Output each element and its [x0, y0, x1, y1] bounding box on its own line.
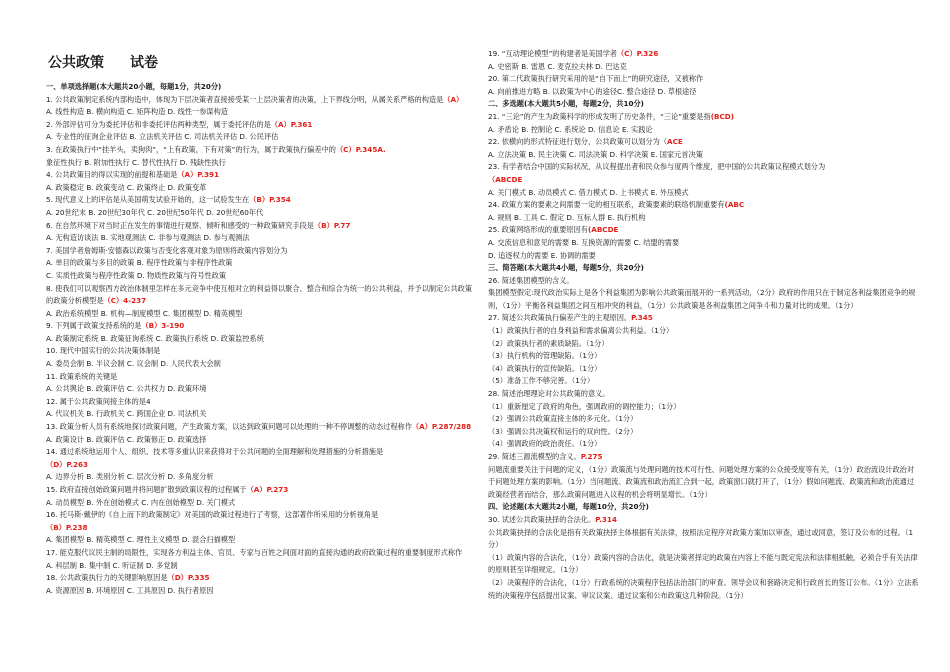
line-text: A. 单目的政策与多目的政策 B. 程序性政策与非程序性政策	[46, 258, 233, 268]
line-text: 22. 依横向的形式特征进行划分，公共政策可以划分为（	[488, 137, 668, 147]
question-line	[46, 194, 476, 207]
line-text: （1）重新厘定了政府的角色，强调政府的调控能力；（1分）	[488, 401, 681, 411]
question-line	[488, 73, 920, 86]
question-line	[488, 287, 920, 312]
answer-key: P.314	[595, 514, 617, 524]
question-line	[488, 312, 920, 325]
line-text: 公共政策抉择的合法化是指有关政策抉择主体根据有关法律，按照法定程序对政策方案加以审查，通过或同意，签订及公布的过程。（1分）	[488, 527, 914, 550]
line-text: （3）强调公共决策权和运行的双向性。（2分）	[488, 426, 638, 436]
line-text: 一、单项选择题(本大题共20小题，每题1分，共20分)	[46, 82, 222, 91]
question-line	[46, 396, 476, 409]
question-line	[46, 94, 476, 107]
question-line	[488, 426, 920, 439]
question-line	[46, 484, 476, 497]
line-text: （4）政策执行的宣传缺陷。（1分）	[488, 363, 602, 373]
line-text: （2）决策程序的合法化，（1分）行政系统的决策程序包括法治部门的审查、领导会议和套路决定和行政首长的签订公布。（1分）立法系统的决策程序包括提出议案、审议议案、通过议案和公布政策这几种阶段。（1分）	[488, 577, 919, 600]
line-text: A. 动员模型 B. 外在创始模式 C. 内在创始模型 D. 关门模式	[46, 497, 236, 507]
line-text: 21. “三论”的产生为政策科学的形成发明了历史条件，“三论”重要是指	[488, 111, 711, 121]
question-line	[46, 182, 476, 195]
line-text: （3）执行机构的管理缺陷。（1分）	[488, 351, 602, 361]
answer-key: （A）P.273	[246, 485, 289, 494]
line-text: （5）准备工作不够完善。（1分）	[488, 376, 595, 386]
question-line	[46, 245, 476, 258]
line-text: A. 集团模型 B. 精英模型 C. 理性主义模型 D. 混合扫描模型	[46, 535, 236, 545]
question-line	[488, 124, 920, 137]
question-line	[488, 375, 920, 388]
line-text: 24. 政策方案的要素之间需要一定的相互联系，政策要素的联络机制重要有	[488, 200, 725, 210]
question-line	[488, 514, 920, 527]
line-text: A. 史密斯 B. 雷恩 C. 麦克拉夫林 D. 巴达克	[488, 61, 627, 71]
question-line	[46, 421, 476, 434]
question-line	[488, 438, 920, 451]
line-text: 14. 通过系统地运用个人、组织、技术等多重认识来获得对于公共问题的全面理解和处理措施的分析措施是	[46, 447, 384, 457]
line-text: A. 矛盾论 B. 控制论 C. 系统论 D. 信息论 E. 实践论	[488, 124, 653, 134]
question-line	[488, 174, 920, 187]
answer-key: （A）P.391	[177, 170, 219, 180]
question-line	[46, 459, 476, 472]
question-line	[488, 338, 920, 351]
line-text: 30. 试述公共政策抉择的合法化。	[488, 514, 596, 524]
question-line	[46, 358, 476, 371]
line-text: A. 立法决策 B. 民主决策 C. 司法决策 D. 科学决策 E. 国家元首决策	[488, 149, 703, 159]
question-line	[46, 119, 476, 132]
section-heading	[488, 262, 920, 275]
question-line	[488, 250, 920, 263]
question-line	[488, 86, 920, 99]
question-line	[46, 471, 476, 484]
line-text: A. 政策设计 B. 政策评估 C. 政策修正 D. 政策选择	[46, 434, 207, 444]
line-text: 问题流重要关注于问题的定义，（1分）政策流与处理问题的技术可行性、问题处理方案的公众接受度等有关，（1分）政治流设计政治对于问题处理方案的影响。（1分）当问题流、政策流和政治流汇合到一起，政策窗口就打开了，（1分）假如问题流、政策流和政治流通过政策经营者而结合，那么政策问题进入议程的机会将明显增长。（1分）	[488, 464, 915, 499]
line-text: 象征性执行 B. 附加性执行 C. 替代性执行 D. 残缺性执行	[46, 157, 226, 167]
answer-key: （A）P.287/288	[411, 422, 472, 432]
line-text: A. 政策稳定 B. 政策变动 C. 政策终止 D. 政策变革	[46, 182, 207, 192]
line-text: 18. 公共政策执行力的关键影响原因是	[46, 573, 168, 583]
answer-key: (BCD)	[710, 111, 734, 121]
question-line	[488, 224, 920, 237]
question-line	[46, 547, 476, 560]
line-text: 23. 有学者结合中国的实际状况，从议程提出者和民众参与度两个维度，把中国的公共政策议程模式划分为	[488, 162, 826, 172]
answer-key: （A）P.361	[270, 119, 313, 129]
question-line	[46, 345, 476, 358]
right-question-list	[488, 48, 920, 602]
section-heading	[488, 98, 920, 111]
question-line	[46, 144, 476, 157]
question-line	[46, 572, 476, 585]
line-text: 27. 简述公共政策执行偏差产生的主观原因。	[488, 313, 632, 323]
line-text: 15. 政府直接创始政策问题并将问题扩散到政策议程的过程属于	[46, 485, 247, 494]
line-text: A. 代议机关 B. 行政机关 C. 跨国企业 D. 司法机关	[46, 409, 207, 419]
answer-key: （B）3-190	[141, 321, 185, 331]
line-text: 四、论述题(本大题共2小题，每题10分，共20分)	[488, 502, 649, 512]
question-line	[46, 106, 476, 119]
line-text: 13. 政策分析人员有系统地探讨政策问题，产生政策方案，以达到政策问题可以处理的一种不停调整的动态过程称作	[46, 422, 412, 432]
line-text: A. 资源原因 B. 环境原因 C. 工具原因 D. 执行者原因	[46, 585, 214, 595]
line-text: 25. 政策网络形成的重要原因有	[488, 225, 588, 235]
question-line	[488, 187, 920, 200]
title-main: 公共政策	[48, 55, 104, 71]
section-heading	[46, 81, 476, 94]
line-text: 20. 第二代政策执行研究采用的是“自下而上”的研究途径，又被称作	[488, 74, 704, 84]
question-line	[488, 48, 920, 61]
line-text: 11. 政策系统的关键是	[46, 371, 118, 381]
line-text: 6. 在自然环境下对当时正在发生的事情进行观察、倾听和感受的一种政策研究手段是	[46, 220, 314, 230]
answer-key: （B）P.354	[249, 195, 291, 205]
question-line	[46, 220, 476, 233]
answer-key: （C）P.345A.	[335, 144, 386, 154]
answer-key: P.345	[631, 313, 653, 323]
line-text: 2. 外部评估可分为委托评估和非委托评估两种类型，属于委托评估的是	[46, 119, 271, 129]
line-text: A. 政策制定系统 B. 政策征询系统 C. 政策执行系统 D. 政策监控系统	[46, 333, 264, 343]
line-text: 3. 在政策执行中“挂羊头，卖狗肉”，“上有政策，下有对策”的行为，属于政策执行偏差中的	[46, 144, 336, 154]
line-text: 三、简答题(本大题共4小题，每题5分，共20分)	[488, 263, 644, 273]
answer-key: （D）P.335	[167, 573, 210, 583]
line-text: （4）强调政府的政治责任。（1分）	[488, 439, 602, 449]
line-text: （2）强调公共政策直接主体的多元化。（1分）	[488, 414, 638, 424]
question-line	[46, 333, 476, 346]
question-line	[46, 207, 476, 220]
answer-key: （D）P.263	[46, 459, 89, 469]
line-text: 10. 现代中国实行的公共决策体制是	[46, 346, 161, 356]
answer-key: （ABCDE	[488, 174, 523, 184]
question-line	[488, 527, 920, 552]
title-sub: 试卷	[130, 55, 158, 71]
question-line	[488, 401, 920, 414]
line-text: A. 交流信息和意见的需要 B. 互换资源的需要 C. 结盟的需要	[488, 237, 680, 247]
question-line	[46, 509, 476, 522]
line-text: 26. 简述集团模型的含义。	[488, 275, 574, 285]
question-line	[46, 308, 476, 321]
line-text: 29. 简述三源流模型的含义。	[488, 452, 581, 461]
question-line	[488, 149, 920, 162]
question-line	[46, 157, 476, 170]
line-text: A. 规则 B. 工具 C. 假定 D. 互标人群 E. 执行机构	[488, 212, 646, 222]
answer-key: （C）4-237	[103, 296, 147, 306]
question-line	[46, 320, 476, 333]
question-line	[46, 446, 476, 459]
answer-key: P.275	[580, 452, 603, 461]
line-text: 二、多选题(本大题共5小题，每题2分，共10分)	[488, 99, 644, 109]
left-column	[46, 48, 476, 672]
question-line	[46, 283, 476, 308]
line-text: A. 无构造访谈法 B. 实地观测法 C. 非参与观测法 D. 参与观测法	[46, 233, 250, 243]
answer-key: （B）P.77	[313, 220, 351, 230]
line-text: 12. 属于公共政策间接主体的是4	[46, 396, 151, 406]
question-line	[46, 270, 476, 283]
question-line	[488, 464, 920, 502]
line-text: A. 专业性的征询企业评估 B. 立法机关评估 C. 司法机关评估 D. 公民评估	[46, 132, 279, 142]
answer-key: （C）P.326	[616, 49, 659, 58]
question-line	[46, 232, 476, 245]
question-line	[46, 497, 476, 510]
question-line	[488, 61, 920, 74]
line-text: A. 关门模式 B. 动员模式 C. 借力模式 D. 上书模式 E. 外压模式	[488, 187, 689, 197]
line-text: 7. 美国学者詹姆斯·安德森以政策与否变化客观对象为原则将政策内容划分为	[46, 245, 288, 255]
question-line	[46, 408, 476, 421]
question-line	[488, 325, 920, 338]
line-text: 17. 能克服代议民主制的局限性，实现各方利益主体、官员、专家与百姓之间面对面的直接沟通的政府政策过程的重要制度形式称作	[46, 547, 463, 557]
question-line	[488, 388, 920, 401]
question-line	[488, 275, 920, 288]
question-line	[46, 522, 476, 535]
answer-key: ACE	[667, 137, 683, 147]
question-line	[488, 350, 920, 363]
right-column	[488, 48, 920, 672]
question-line	[488, 363, 920, 376]
question-line	[488, 136, 920, 149]
question-line	[488, 111, 920, 124]
line-text: 8. 使我们可以观察西方政治体制里怎样在多元竞争中使互相对立的利益得以聚合、整合和综合为统一的公共利益，并予以制定公共政策的政策分析模型是	[46, 283, 473, 306]
question-line	[46, 434, 476, 447]
line-text: 1. 公共政策制定系统内部构造中，体现为下层决策者直接接受某一上层决策者的决策，上下界线分明，从属关系严格的构造是	[46, 94, 444, 104]
page-title	[48, 52, 476, 72]
left-question-list	[46, 81, 476, 597]
line-text: 4. 公共政策目的得以实现的前提和基础是	[46, 170, 178, 180]
question-line	[488, 161, 920, 174]
answer-key: (ABCDE	[587, 225, 619, 235]
question-line	[46, 371, 476, 384]
line-text: A. 公共舆论 B. 政策评估 C. 公共权力 D. 政策环境	[46, 384, 207, 394]
answer-key: （B）P.238	[46, 522, 88, 532]
question-line	[46, 169, 476, 182]
question-line	[488, 451, 920, 464]
line-text: D. 追逐权力的需要 E. 协调的需要	[488, 250, 596, 260]
question-line	[46, 585, 476, 598]
line-text: A. 科层制 B. 集中制 C. 听证制 D. 多党制	[46, 560, 178, 570]
line-text: A. 政治系统模型 B. 机构—制度模型 C. 集团模型 D. 精英模型	[46, 308, 243, 318]
question-line	[46, 383, 476, 396]
question-line	[488, 413, 920, 426]
question-line	[46, 560, 476, 573]
line-text: 19. “互动理论模型”的构建者是美国学者	[488, 49, 617, 58]
line-text: 集团模型假定:现代政治实际上是各个利益集团为影响公共政策而展开的一系列活动，（2分）政府的作用只在于制定各利益集团竞争的规则，（1分）平衡各利益集团之间互相冲突的利益，（1分）公共政策是各利益集团之间争斗和力量对比的成果。（1分）	[488, 288, 916, 310]
line-text: A. 20世纪末 B. 20世纪30年代 C. 20世纪50年代 D. 20世纪60年代	[46, 207, 264, 217]
answer-key: （A）	[443, 94, 464, 104]
line-text: A. 向前推进方略 B. 以政策为中心的途径C. 整合途径 D. 草根途径	[488, 86, 697, 96]
line-text: （1）政策内容的合法化，（1分）政策内容的合法化，就是决策者择定的政策在内容上不能与既定宪法和法律相抵触，必须合乎有关法律的原则甚至详细规定。（1分）	[488, 552, 918, 575]
question-line	[488, 237, 920, 250]
line-text: （2）政策执行者的素质缺陷。（1分）	[488, 338, 609, 348]
question-line	[46, 534, 476, 547]
section-heading	[488, 501, 920, 514]
line-text: 5. 现代意义上的评估是从美国萌发试验开始的，这一试验发生在	[46, 195, 250, 205]
line-text: A. 委员会制 B. 半议会制 C. 议会制 D. 人民代表大会制	[46, 359, 221, 369]
line-text: A. 线性构造 B. 横向构造 C. 矩阵构造 D. 线性一参谋构造	[46, 107, 228, 117]
question-line	[488, 199, 920, 212]
question-line	[488, 577, 920, 602]
line-text: 9. 下列属于政策支持系统的是	[46, 321, 142, 331]
question-line	[46, 131, 476, 144]
question-line	[46, 257, 476, 270]
question-line	[488, 212, 920, 225]
line-text: C. 实质性政策与程序性政策 D. 物质性政策与符号性政策	[46, 270, 227, 280]
answer-key: (ABC	[724, 200, 745, 210]
line-text: 16. 托马斯·戴伊的《自上而下的政策制定》对美国的政策过程进行了考察，这部著作所采用的分析视角是	[46, 510, 379, 520]
question-line	[488, 552, 920, 577]
line-text: （1）政策执行者的自身利益和需求偏离公共利益。（1分）	[488, 326, 674, 336]
line-text: A. 边界分析 B. 类别分析 C. 层次分析 D. 多角度分析	[46, 472, 214, 482]
line-text: 28. 简述治理理论对公共政策的意义。	[488, 389, 610, 399]
